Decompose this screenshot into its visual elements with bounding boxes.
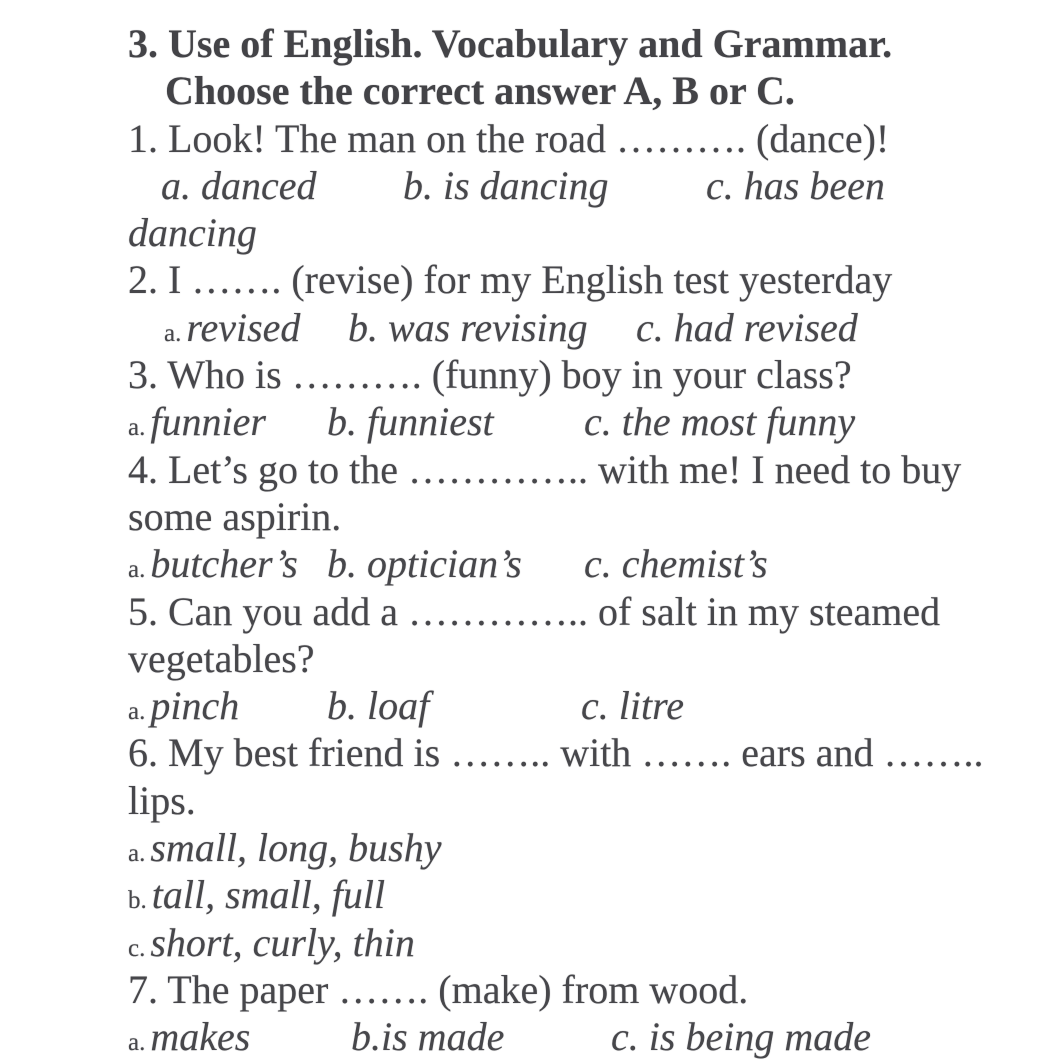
question-text: vegetables? bbox=[128, 635, 315, 681]
question-7-option-a bbox=[128, 1013, 250, 1063]
question-7-options bbox=[0, 1013, 1062, 1060]
option-text: the most funny bbox=[621, 399, 856, 445]
option-letter: a. bbox=[128, 556, 146, 584]
option-text: revised bbox=[186, 304, 301, 350]
option-text: loaf bbox=[367, 683, 430, 729]
option-letter: a. bbox=[128, 840, 146, 868]
question-text: 2. I ……. (revise) for my English test yesterday bbox=[128, 257, 893, 303]
option-letter: c. bbox=[611, 1014, 639, 1060]
option-text: litre bbox=[618, 683, 684, 729]
option-text: is dancing bbox=[443, 162, 609, 208]
question-text: 5. Can you add a ………….. of salt in my steamed bbox=[128, 588, 941, 634]
option-letter: c. bbox=[128, 934, 146, 962]
option-letter: a. bbox=[128, 1029, 146, 1057]
question-text: 3. Who is ………. (funny) boy in your class? bbox=[128, 352, 852, 398]
question-2-option-c bbox=[636, 304, 858, 351]
question-1-option-c-continuation bbox=[0, 209, 1062, 256]
question-7-option-b bbox=[351, 1013, 504, 1060]
question-1-option-b bbox=[403, 162, 609, 209]
question-6-option-c bbox=[128, 919, 415, 972]
option-letter: c. bbox=[706, 162, 734, 208]
option-text: tall, small, full bbox=[151, 872, 386, 918]
option-letter: a. bbox=[128, 414, 146, 442]
question-1-options bbox=[0, 162, 1062, 209]
question-5-option-b bbox=[327, 682, 429, 729]
option-letter: b. bbox=[351, 1014, 381, 1060]
question-2-option-b bbox=[348, 304, 588, 351]
option-letter: a. bbox=[164, 319, 182, 347]
option-letter: b. bbox=[348, 304, 378, 350]
question-text: 1. Look! The man on the road ………. (dance)! bbox=[128, 115, 890, 161]
question-text: some aspirin. bbox=[128, 493, 342, 539]
question-3-option-b bbox=[327, 398, 494, 445]
question-3-options bbox=[0, 398, 1062, 445]
question-6-prompt-line1 bbox=[0, 729, 1062, 776]
question-3-option-a bbox=[128, 398, 266, 451]
question-4-prompt-line1 bbox=[0, 446, 1062, 493]
option-text: had revised bbox=[673, 304, 858, 350]
option-text: was revising bbox=[388, 304, 588, 350]
option-letter: b. bbox=[327, 541, 357, 587]
option-text: is being made bbox=[648, 1014, 871, 1060]
question-7-option-c bbox=[611, 1013, 871, 1060]
option-letter: c. bbox=[584, 541, 612, 587]
option-text: chemist’s bbox=[621, 541, 768, 587]
question-4-option-b bbox=[327, 540, 522, 587]
question-5-prompt-line2 bbox=[0, 635, 1062, 682]
heading-text: Choose the correct answer A, B or C. bbox=[165, 68, 795, 114]
option-letter: b. bbox=[327, 683, 357, 729]
question-3-option-c bbox=[584, 398, 855, 445]
option-letter: c. bbox=[581, 683, 609, 729]
option-text: short, curly, thin bbox=[150, 919, 415, 965]
question-4-option-a bbox=[128, 540, 298, 593]
question-3-prompt bbox=[0, 351, 1062, 398]
question-2-options bbox=[0, 304, 1062, 351]
question-5-option-a bbox=[128, 682, 239, 735]
question-6-prompt-line2 bbox=[0, 777, 1062, 824]
question-6-option-b-line bbox=[0, 871, 1062, 918]
option-letter: c. bbox=[636, 304, 664, 350]
question-4-prompt-line2 bbox=[0, 493, 1062, 540]
question-1-prompt bbox=[0, 115, 1062, 162]
option-text: dancing bbox=[128, 210, 257, 256]
option-text: small, long, bushy bbox=[150, 825, 442, 871]
question-1-option-a bbox=[161, 162, 317, 209]
option-letter: a. bbox=[161, 162, 191, 208]
question-6-option-c-line bbox=[0, 919, 1062, 966]
question-text: 6. My best friend is …….. with ……. ears and …….. bbox=[128, 730, 984, 776]
option-text: is made bbox=[381, 1014, 505, 1060]
worksheet-heading-line1 bbox=[0, 20, 1062, 67]
question-6-option-a bbox=[128, 824, 441, 877]
question-5-option-c bbox=[581, 682, 684, 729]
question-7-prompt bbox=[0, 966, 1062, 1013]
option-letter: c. bbox=[584, 399, 612, 445]
option-text: danced bbox=[201, 162, 317, 208]
question-text: 4. Let’s go to the ………….. with me! I need to buy bbox=[128, 446, 962, 492]
option-text: funniest bbox=[367, 399, 494, 445]
question-4-option-c bbox=[584, 540, 768, 587]
question-6-option-a-line bbox=[0, 824, 1062, 871]
question-text: 7. The paper ……. (make) from wood. bbox=[128, 966, 749, 1012]
question-4-options bbox=[0, 540, 1062, 587]
option-text: makes bbox=[150, 1014, 251, 1060]
option-letter: b. bbox=[128, 887, 147, 915]
question-text: lips. bbox=[128, 777, 196, 823]
question-1-option-c bbox=[706, 162, 885, 209]
worksheet-heading-line2 bbox=[0, 67, 1062, 114]
option-letter: b. bbox=[403, 162, 433, 208]
option-text: pinch bbox=[150, 683, 240, 729]
option-text: butcher’s bbox=[150, 541, 298, 587]
option-text: has been bbox=[743, 162, 885, 208]
question-2-prompt bbox=[0, 256, 1062, 303]
option-text: funnier bbox=[150, 399, 266, 445]
option-letter: b. bbox=[327, 399, 357, 445]
question-2-option-a bbox=[164, 304, 300, 357]
question-5-prompt-line1 bbox=[0, 588, 1062, 635]
option-letter: a. bbox=[128, 698, 146, 726]
option-text: optician’s bbox=[367, 541, 522, 587]
question-5-options bbox=[0, 682, 1062, 729]
question-6-option-b bbox=[128, 871, 385, 924]
heading-text: 3. Use of English. Vocabulary and Grammar. bbox=[128, 21, 893, 66]
